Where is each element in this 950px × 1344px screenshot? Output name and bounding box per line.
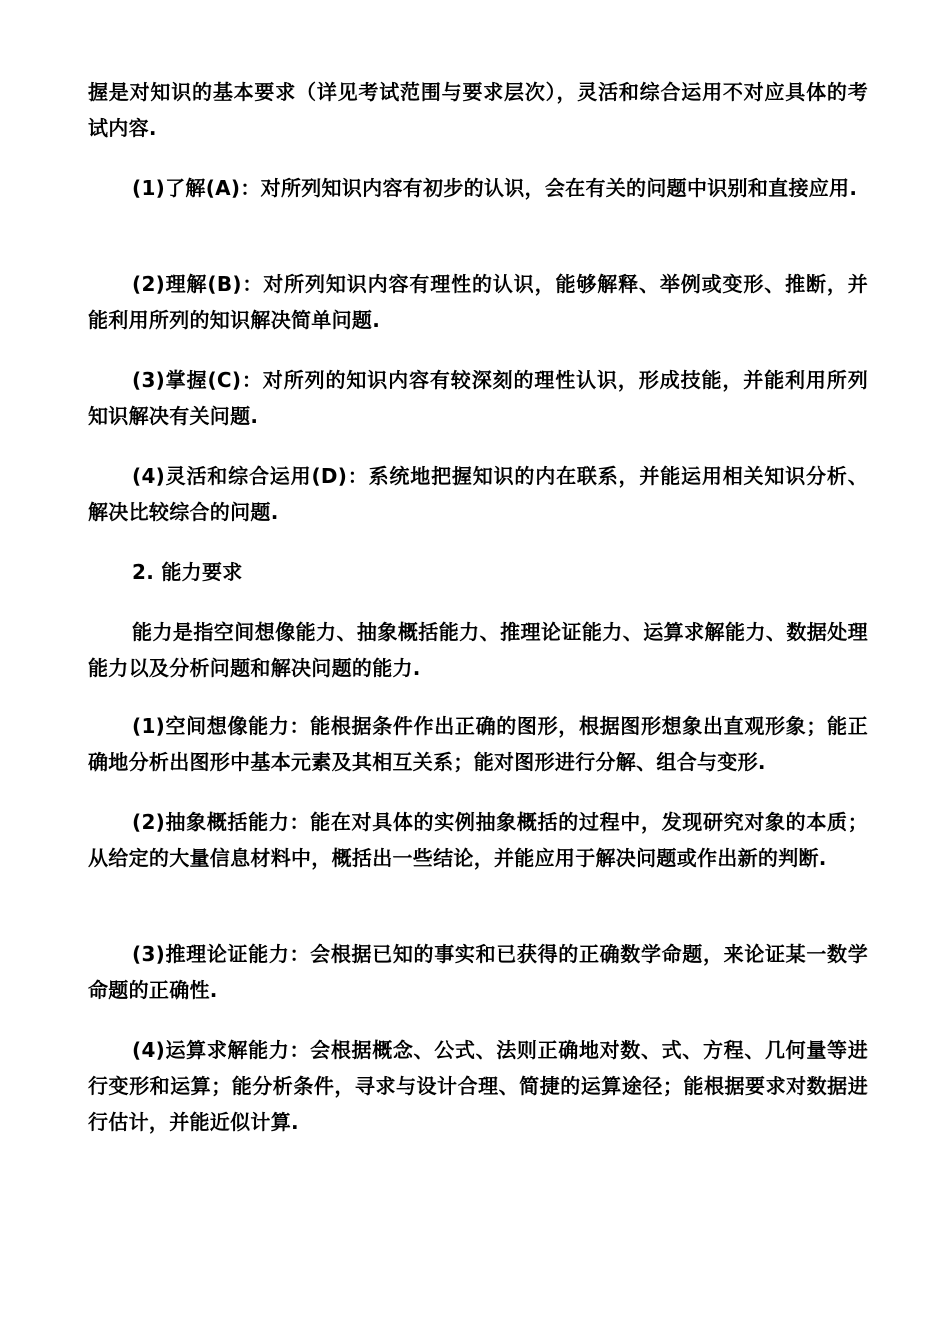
paragraph-spatial-imagination: (1)空间想像能力：能根据条件作出正确的图形，根据图形想象出直观形象；能正确地分析出图形中基本元素及其相互关系；能对图形进行分解、组合与变形. [88,714,868,774]
paragraph-level-comprehend: (2)理解(B)：对所列知识内容有理性的认识，能够解释、举例或变形、推断，并能利用所列的知识解决简单问题. [88,272,868,332]
paragraph-level-understand: (1)了解(A)：对所列知识内容有初步的认识，会在有关的问题中识别和直接应用. [132,176,858,200]
paragraph-level-master: (3)掌握(C)：对所列的知识内容有较深刻的理性认识，形成技能，并能利用所列知识解决有关问题. [88,368,868,428]
paragraph-knowledge-requirement-continuation: 握是对知识的基本要求（详见考试范围与要求层次），灵活和综合运用不对应具体的考试内容. [88,80,868,140]
paragraph-level-apply: (4)灵活和综合运用(D)：系统地把握知识的内在联系，并能运用相关知识分析、解决比较综合的问题. [88,464,868,524]
paragraph-abstraction: (2)抽象概括能力：能在对具体的实例抽象概括的过程中，发现研究对象的本质；从给定的大量信息材料中，概括出一些结论，并能应用于解决问题或作出新的判断. [88,810,868,870]
paragraph-calculation: (4)运算求解能力：会根据概念、公式、法则正确地对数、式、方程、几何量等进行变形和运算；能分析条件，寻求与设计合理、简捷的运算途径；能根据要求对数据进行估计，并能近似计算. [88,1038,868,1134]
paragraph-reasoning: (3)推理论证能力：会根据已知的事实和已获得的正确数学命题，来论证某一数学命题的正确性. [88,942,868,1002]
paragraph-ability-definition: 能力是指空间想像能力、抽象概括能力、推理论证能力、运算求解能力、数据处理能力以及分析问题和解决问题的能力. [88,620,868,680]
section-heading-ability: 2. 能力要求 [132,560,243,584]
